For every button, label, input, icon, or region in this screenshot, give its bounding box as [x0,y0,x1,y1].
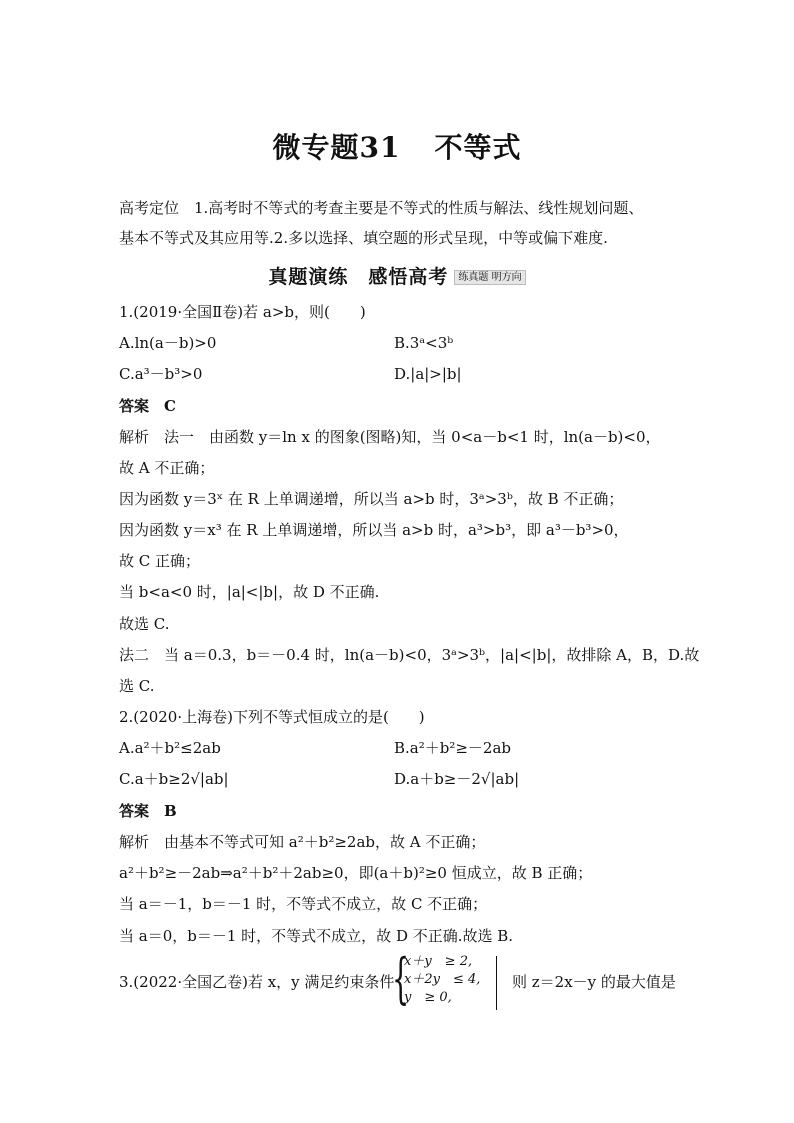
q1-analysis-8: 法二 当 a＝0.3，b＝－0.4 时，ln(a－b)<0，3ᵃ>3ᵇ，|a|<|b|，故排除 A，B，D.故 [119,646,700,664]
q2-analysis-2: a²＋b²≥－2ab⇒a²＋b²＋2ab≥0，即(a＋b)²≥0 恒成立，故 B 正确； [119,864,593,882]
q1-option-b: B.3ᵃ<3ᵇ [394,334,454,352]
q3-constraint-3: y ≥ 0, [404,990,452,1005]
section-title: 真题演练 感悟高考 [268,266,449,288]
q2-option-d: D.a＋b≥－2√|ab| [394,770,520,788]
q1-stem: 1.(2019·全国Ⅱ卷)若 a>b，则( ) [119,303,366,321]
right-bar-divider [496,956,497,1010]
q1-analysis-1: 解析 法一 由函数 y＝ln x 的图象(图略)知，当 0<a－b<1 时，ln(a－b)<0， [119,428,661,446]
q1-answer: 答案 C [119,397,176,415]
q1-option-c: C.a³－b³>0 [119,365,203,383]
q3-constraint-1: x＋y ≥ 2, [404,954,473,969]
q1-analysis-6: 当 b<a<0 时，|a|<|b|，故 D 不正确. [119,583,380,601]
title-sub: 不等式 [434,131,522,164]
positioning-line-2: 基本不等式及其应用等.2.多以选择、填空题的形式呈现，中等或偏下难度. [119,229,608,247]
q1-analysis-4: 因为函数 y＝x³ 在 R 上单调递增，所以当 a>b 时，a³>b³，即 a³－b³>0， [119,521,629,539]
positioning-line-1: 高考定位 1.高考时不等式的考查主要是不等式的性质与解法、线性规划问题、 [119,199,644,217]
q2-analysis-1: 解析 由基本不等式可知 a²＋b²≥2ab，故 A 不正确； [119,833,486,851]
q2-analysis-4: 当 a＝0，b＝－1 时，不等式不成立，故 D 不正确.故选 B. [119,927,514,945]
q1-analysis-3: 因为函数 y＝3ˣ 在 R 上单调递增，所以当 a>b 时，3ᵃ>3ᵇ，故 B 不正确； [119,490,624,508]
q3-constraint-2: x＋2y ≤ 4, [404,972,481,987]
q2-option-b: B.a²＋b²≥－2ab [394,739,512,757]
q1-option-a: A.ln(a－b)>0 [119,334,217,352]
q1-analysis-7: 故选 C. [119,615,170,633]
q1-analysis-5: 故 C 正确； [119,552,201,570]
q1-analysis-9: 选 C. [119,677,155,695]
page-title [0,126,794,166]
section-heading [0,262,794,289]
title-main: 微专题31 [272,131,401,164]
q3-constraint-system [392,947,507,1012]
q1-option-d: D.|a|>|b| [394,365,462,383]
q1-analysis-2: 故 A 不正确； [119,459,215,477]
section-badge: 练真题 明方向 [454,270,525,285]
q3-stem-post: 则 z＝2x－y 的最大值是 [512,973,676,991]
q2-answer: 答案 B [119,802,177,820]
q3-stem-pre: 3.(2022·全国乙卷)若 x，y 满足约束条件 [119,973,395,991]
q2-option-c: C.a＋b≥2√|ab| [119,770,229,788]
left-brace-icon: { [392,947,410,1010]
q2-analysis-3: 当 a＝－1，b＝－1 时，不等式不成立，故 C 不正确； [119,895,488,913]
q2-stem: 2.(2020·上海卷)下列不等式恒成立的是( ) [119,708,425,726]
q2-option-a: A.a²＋b²≤2ab [119,739,221,757]
